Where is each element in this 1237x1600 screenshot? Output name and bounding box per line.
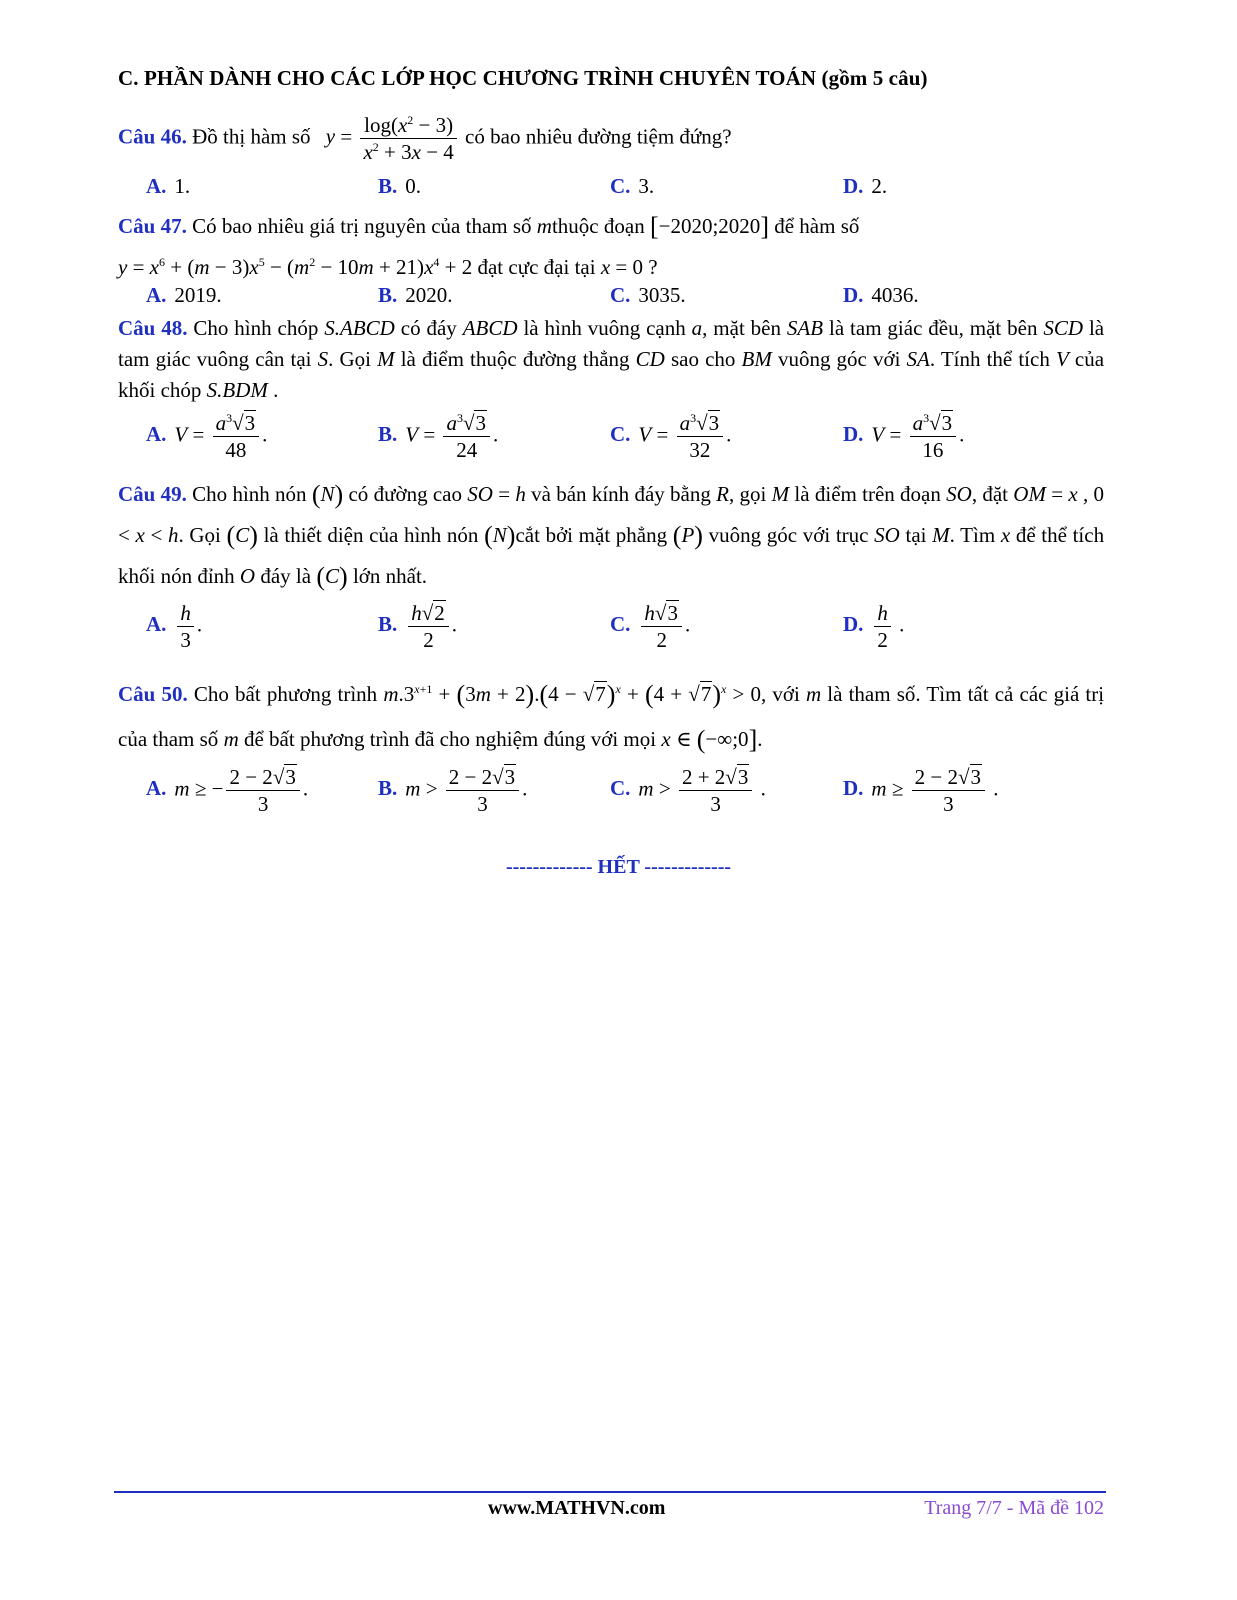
- option-d[interactable]: D. 4036.: [843, 283, 919, 307]
- question-label: Câu 50.: [118, 682, 188, 706]
- option-b[interactable]: B. 2020.: [378, 283, 453, 307]
- option-d[interactable]: D. $\frac{h}{2}$ .: [843, 601, 905, 652]
- options-50: [118, 764, 1104, 824]
- options-49: [118, 600, 1104, 660]
- option-d[interactable]: D. V = $\frac{a^3√3}{16}$ .: [843, 411, 965, 462]
- option-c[interactable]: C. $\frac{h√3}{2}$ .: [610, 601, 691, 652]
- option-a[interactable]: A. m ≥ − $\frac{2 - 2√3}{3}$ .: [146, 765, 309, 816]
- option-a[interactable]: A. 2019.: [146, 283, 222, 307]
- question-text: Đồ thị hàm số: [192, 124, 311, 149]
- footer-page-info: Trang 7/7 - Mã đề 102: [924, 1497, 1104, 1519]
- question-label: Câu 47.: [118, 214, 187, 238]
- question-48: Câu 48. Cho hình chóp S.ABCD có đáy ABCD là hình vuông cạnh a, mặt bên SAB là tam giác đều, mặt bên SCD là tam giác vuông cân tại S. Gọi M là điểm thuộc đường thẳng CD sao cho BM vuông góc với SA. Tính thể tích V của khối chóp S.BDM .: [118, 316, 1105, 402]
- option-b[interactable]: B. $\frac{h√2}{2}$ .: [378, 601, 458, 652]
- option-c[interactable]: C. 3.: [610, 174, 655, 198]
- question-49: Câu 49. Cho hình nón (N) có đường cao SO = h và bán kính đáy bằng R, gọi M là điểm trên đoạn SO, đặt OM = x , 0 < x < h. Gọi (C) là thiết diện của hình nón (N)cắt bởi mặt phẳng (P) vuông góc với trục SO tại M. Tìm x để thể tích khối nón đỉnh O đáy là (C) lớn nhất.: [118, 480, 1105, 591]
- option-c[interactable]: C. m > $\frac{2 + 2√3}{3}$ .: [610, 765, 766, 816]
- section-title: C. PHẦN DÀNH CHO CÁC LỚP HỌC CHƯƠNG TRÌNH CHUYÊN TOÁN (gồm 5 câu): [118, 66, 928, 90]
- option-c[interactable]: C. V = $\frac{a^3√3}{32}$ .: [610, 411, 732, 462]
- function-fraction: $\frac{\log(x^2 - 3)}{x^2 + 3x - 4}$: [360, 112, 456, 165]
- option-d[interactable]: D. m ≥ $\frac{2 - 2√3}{3}$ .: [843, 765, 999, 816]
- question-50: Câu 50. Cho bất phương trình $m.3^{x+1} + (3m + 2).(4 - √7)^x + (4 + √7)^x > 0$, với m là tham số. Tìm tất cả các giá trị của tham số m để bất phương trình đã cho nghiệm đúng với mọi x ∈ (−∞;0].: [118, 680, 1105, 754]
- option-a[interactable]: A. $\frac{h}{3}$ .: [146, 601, 203, 652]
- question-label: Câu 48.: [118, 316, 188, 340]
- option-c[interactable]: C. 3035.: [610, 283, 686, 307]
- option-a[interactable]: A. V = $\frac{a^3√3}{48}$ .: [146, 411, 268, 462]
- question-label: Câu 49.: [118, 482, 187, 506]
- options-48: [118, 410, 1104, 468]
- question-text: có bao nhiêu đường tiệm đứng?: [465, 124, 732, 149]
- option-b[interactable]: B. 0.: [378, 174, 422, 198]
- footer-site[interactable]: www.MATHVN.com: [488, 1497, 666, 1519]
- option-b[interactable]: B. V = $\frac{a^3√3}{24}$ .: [378, 411, 499, 462]
- question-label: Câu 46.: [118, 124, 187, 149]
- question-47: Câu 47. Có bao nhiêu giá trị nguyên của tham số mthuộc đoạn [−2020;2020] để hàm số $y = x^6 + (m - 3)x^5 - (m^2 - 10m + 21)x^4 + 2$ đạt cực đại tại x = 0 ?: [118, 212, 860, 279]
- option-d[interactable]: D. 2.: [843, 174, 888, 198]
- end-marker: ------------- HẾT -------------: [505, 856, 732, 878]
- option-a[interactable]: A. 1.: [146, 174, 191, 198]
- footer-divider: [114, 1491, 1106, 1493]
- option-b[interactable]: B. m > $\frac{2 - 2√3}{3}$ .: [378, 765, 528, 816]
- question-46: Câu 46. Đồ thị hàm số y = $\frac{\log(x^2 - 3)}{x^2 + 3x - 4}$ có bao nhiêu đường tiệm đứng?: [118, 113, 732, 164]
